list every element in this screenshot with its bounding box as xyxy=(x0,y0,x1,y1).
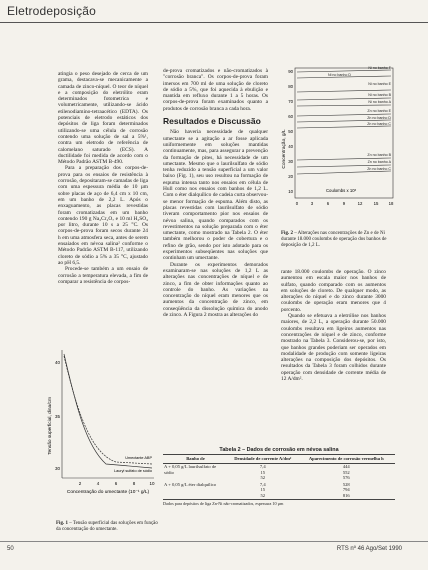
table-cell xyxy=(298,481,395,499)
curve-label: Zn no banho C xyxy=(367,167,391,171)
density-value: 15 xyxy=(260,487,266,492)
footer-rule xyxy=(0,541,428,542)
ni-bath-a-line xyxy=(297,105,391,106)
hours-value: 576 xyxy=(342,475,350,480)
y-tick-label: 90 xyxy=(288,69,293,74)
x-tick-label: 3 xyxy=(310,201,314,206)
table-cell: A + 0,05 g/L éter dialquílico xyxy=(164,481,217,487)
paragraph: Procede-se também a um ensaio de corrosão a temperatura elevada, a fim de comparar a resistência de corpos- xyxy=(58,266,148,285)
column-2 xyxy=(163,68,268,318)
paragraph: Durante os experimentos demorados examinaram-se nas soluções de 1,2 L as alterações nas concentrações de níquel e de zinco, a fim de obter informações quanto ao controle do banho. As variações na concentração do níquel eram menores que os aumentos da concentração de zinco, em conseqüência da dissolução química do anodo de zinco. A Figura 2 mostra as alterações do xyxy=(163,261,268,318)
paragraph: de-prova cromatizados e não-cromatizados à "corrosão branca". Os corpos-de-prova foram imersos em 700 ml de uma solução de cloreto de sódio a 5%, que foi aquecida à ebulição e mantida em refluxo durante 1 a 5 horas. Os corpos-de-prova foram examinados quanto a produtos de corrosão branca a cada hora. xyxy=(163,68,268,112)
section-title: Resultados e Discussão xyxy=(163,116,261,127)
zn-bath-c-line xyxy=(297,126,391,128)
density-value: 7,4 xyxy=(259,481,266,487)
table-2 xyxy=(163,447,395,506)
curve-label: Ni no banho E xyxy=(368,82,391,86)
y-tick-label: 10 xyxy=(288,189,293,194)
table-2-grid xyxy=(163,454,395,499)
table-row xyxy=(163,463,395,481)
y-tick-label: 40 xyxy=(288,144,293,149)
density-value: 52 xyxy=(260,475,266,480)
x-tick-label: 10 xyxy=(149,481,155,486)
x-tick-label: 6 xyxy=(114,481,118,486)
lauryl-sulfate-curve xyxy=(64,354,152,468)
curve-label: Ni no banho F xyxy=(368,66,391,70)
section-header: Eletrodeposição xyxy=(7,4,97,18)
y-tick-label: 50 xyxy=(288,129,293,134)
x-tick-label: 4 xyxy=(96,481,100,486)
y-tick-label: 30 xyxy=(288,159,293,164)
x-tick-label: 12 xyxy=(357,201,363,206)
x-tick-label: 8 xyxy=(132,481,136,486)
legend-abp: Umectante ABP xyxy=(125,456,152,460)
figure-1 xyxy=(46,346,158,531)
curve-label: Ni no banho A xyxy=(368,100,391,104)
paragraph: atingia o peso desejado de cerca de um grama, destacava-se mecanicamente a camada de zinco-níquel. O teor de níquel e a composição do eletrólito eram determinados fotometrica e volumetricamente, utilizando-se ácido etilenodiamino-tetraacético (EDTA). Os potenciais de eletrodo estáticos dos depósitos de liga foram determinados utilizando-se uma célula de corrosão contendo uma solução de sal a 5%¹, contra um eletrodo de referência de calomelano saturado (ECS). A ductilidade foi medida de acordo com o Método Padrão ASTM B-490. xyxy=(58,71,148,166)
column-3 xyxy=(281,269,386,382)
x-tick-label: 15 xyxy=(373,201,379,206)
figure-2 xyxy=(281,64,395,264)
hours-value: 794 xyxy=(342,487,350,492)
curve-label: Zn no banho B xyxy=(367,153,391,157)
y-tick-label: 30 xyxy=(54,466,60,471)
zn-bath-c-lower-line xyxy=(297,171,391,174)
table-row xyxy=(163,481,395,499)
figure-1-caption-text: – Tensão superficial das soluções em função da concentração do umectante. xyxy=(56,521,158,532)
paragraph: Quando se efetuava a eletrólise nos banhos maiores, de 2,2 L, a operação durante 50.000 coulombs resultava em ligeiros aumentos nas concentrações de níquel e de zinco, conforme mostrado na Tabela 3. Considerou-se, por isto, que banhos grandes poderiam ser operados em modalidade de produção com somente ligeiras alterações na composição dos depósitos. Os resultados da Tabela 3 foram colhidos durante operação com densidade de corrente média de 12 A/dm². xyxy=(281,313,386,383)
table-cell xyxy=(228,463,298,481)
table-header: Aparecimento de corrosão vermelha h xyxy=(298,455,395,464)
density-value: 15 xyxy=(260,469,266,475)
ni-bath-e-line xyxy=(297,90,391,92)
hours-value: 816 xyxy=(342,492,350,498)
curve-label: Zn no banho A xyxy=(367,160,391,164)
table-2-note: Dados para depósitos de liga Zn-Ni não-cromatizados, espessura 10 µm xyxy=(163,499,395,506)
figure-1-xlabel: Concentração do umectante (10⁻¹ g/L) xyxy=(66,490,150,495)
curve-label: Ni no banho B xyxy=(368,93,391,97)
figure-2-graph xyxy=(281,64,395,224)
density-value: 7,4 xyxy=(259,464,266,469)
ni-bath-f-line xyxy=(297,70,391,72)
figure-1-caption xyxy=(46,521,158,533)
curve-label: Ni no banho D xyxy=(328,73,351,77)
table-cell xyxy=(228,481,298,499)
y-tick-label: 35 xyxy=(54,414,60,419)
paragraph: Não haveria necessidade de qualquer umectante se a agitação a ar fosse aplicada uniformemente em soluções mantidas continuamente, mas, para assegurar a prevenção da formação de pites, há necessidade de um umectante. Mesmo que o laurilsulfato de sódio tenha reduzido a tensão superficial a um valor baixo (Fig. 1), seu uso resultou na formação de espuma intensa tanto nos ensaios em célula de Hull como nos ensaios com banhos de 1,2 L. Com o éter dialquílico de cadeia curta observou-se menor formação de espuma. Além disto, as placas revestidas com laurilsulfato de sódio tiveram comportamento pior nos ensaios de névoa salina, quando comparados com os revestimentos na solução preparada com o éter umectante, como mostrado na Tabela 2. O éter também melhorou o poder de cobertura e o refino de grão, sendo por isto adotado para os experimentos subseqüentes nas soluções que continham um umectante. xyxy=(163,129,268,262)
abp-wetting-agent-curve xyxy=(64,356,152,464)
figure-1-caption-label: Fig. 1 xyxy=(56,521,68,526)
figure-2-caption-text: – Alterações nas concentrações de Zn e de Ni durante 18.000 coulombs de operação dos banhos de deposição de 1,2 L. xyxy=(281,231,387,248)
density-value: 52 xyxy=(260,492,266,498)
paragraph: rante 18.000 coulombs de operação. O zinco aumentou em escala maior nos banhos de sulfato, quando comparado com os aumentos em soluções de cloreto. De qualquer modo, as alterações do níquel e do zinco durante 3000 coulombs de operação eram menores que 4 porcento. xyxy=(281,269,386,313)
table-header: Banho de xyxy=(163,455,228,464)
y-tick-label: 60 xyxy=(288,114,293,119)
legend-lauryl-sulfate: Lauryl sulfato de sódio xyxy=(114,469,152,473)
figure-2-xlabel: Coulombs x 10³ xyxy=(325,188,357,193)
table-cell xyxy=(298,463,395,481)
y-tick-label: 20 xyxy=(288,174,293,179)
hours-value: 528 xyxy=(342,481,350,487)
curve-label: Zn no banho D xyxy=(367,116,391,120)
header-rule xyxy=(0,22,428,23)
table-cell: A + 0,05 g/L laurilsulfato de sódio xyxy=(164,464,217,475)
figure-1-ylabel: Tensão superficial, dina/cm xyxy=(48,397,53,455)
curve-label: Zn no banho E xyxy=(367,109,391,113)
x-tick-label: 18 xyxy=(388,201,394,206)
paragraph: Para a preparação dos corpos-de-prova para os ensaios de resistência à corrosão, depositaram-se camadas de liga com uma espessura média de 10 µm sobre placas de aço de 6,4 cm x 10 cm, em um banho de 2,2 L. Após o enxaguamento, as placas revestidas foram cromatizadas em um banho contendo 190 g Na₂Cr₂O₇ e 10 ml H₂SO₄ por litro, durante 10 s a 25 °C. Os corpos-de-prova foram secos durante 24 h em uma atmosfera seca, antes de serem ensaiados em névoa salina² conforme o Método Padrão ASTM B-117, utilizando cloreto de sódio a 5% a 35 °C, ajustado ao pH 6,5. xyxy=(58,165,148,266)
y-tick-label: 80 xyxy=(288,84,293,89)
x-tick-label: 6 xyxy=(326,201,330,206)
table-header: Densidade de corrente A/dm² xyxy=(228,455,298,464)
column-1 xyxy=(58,71,148,285)
page-number: 50 xyxy=(7,546,14,552)
hours-value: 552 xyxy=(342,469,350,475)
y-tick-label: 70 xyxy=(288,99,293,104)
x-tick-label: 9 xyxy=(342,201,346,206)
figure-2-caption-label: Fig. 2 xyxy=(281,231,293,236)
y-tick-label: 40 xyxy=(54,360,60,365)
curve-label: Zn no banho C xyxy=(367,122,391,126)
figure-2-ylabel: Concentração, g/L xyxy=(282,129,287,169)
journal-info: RTS nº 46 Ago/Set 1990 xyxy=(336,546,402,552)
x-tick-label: 0 xyxy=(295,201,299,206)
table-2-title: Tabela 2 – Dados de corrosão em névoa salina xyxy=(219,447,339,453)
x-tick-label: 2 xyxy=(78,481,82,486)
hours-value: 444 xyxy=(342,464,350,469)
figure-2-caption xyxy=(281,231,395,249)
figure-1-graph xyxy=(46,346,158,496)
